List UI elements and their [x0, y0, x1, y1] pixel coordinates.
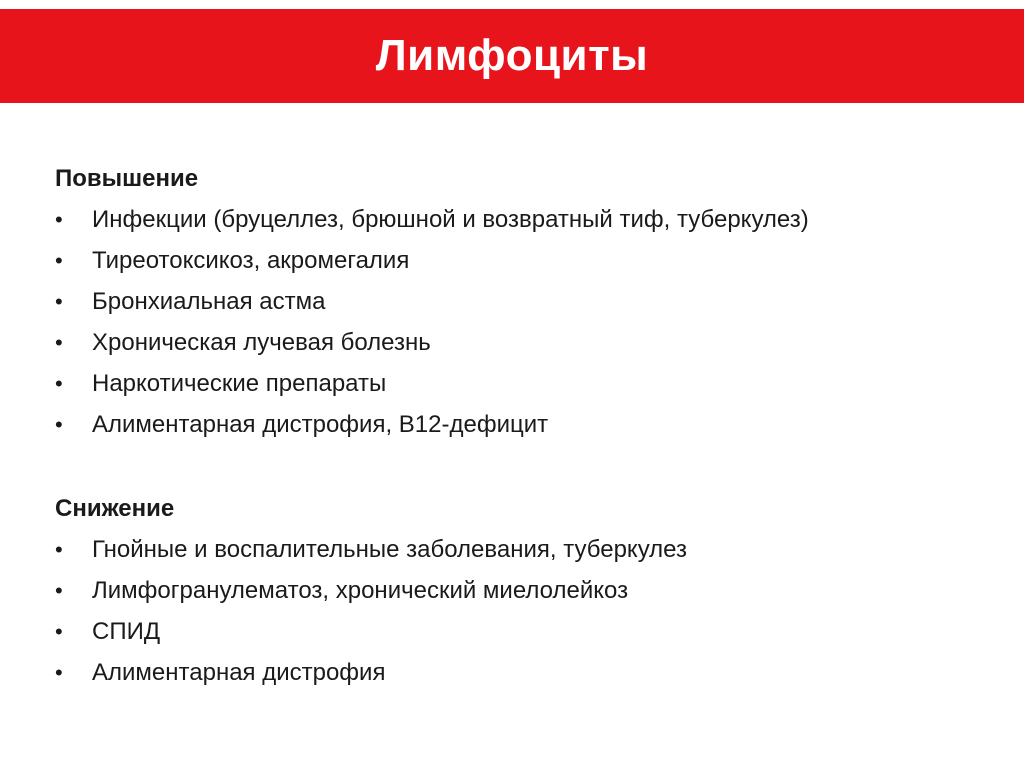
bullet-icon: • — [55, 619, 63, 644]
section-decrease — [55, 494, 687, 699]
list-item-text: Лимфогранулематоз, хронический миелолейкоз — [92, 577, 629, 604]
list-item-text: Хроническая лучевая болезнь — [92, 329, 431, 356]
bullet-icon: • — [55, 289, 63, 314]
list-item — [55, 658, 386, 699]
list-item — [55, 369, 387, 410]
section-heading-increase: Повышение — [55, 165, 199, 192]
decrease-list — [55, 535, 687, 699]
list-item — [55, 535, 687, 576]
list-item-text: СПИД — [92, 618, 161, 645]
list-item-text: Бронхиальная астма — [92, 288, 326, 315]
bullet-icon: • — [55, 248, 63, 273]
bullet-icon: • — [55, 330, 63, 355]
list-item — [55, 576, 629, 617]
bullet-icon: • — [55, 537, 63, 562]
bullet-icon: • — [55, 412, 63, 437]
list-item-text: Алиментарная дистрофия — [92, 659, 386, 686]
list-item-text: Алиментарная дистрофия, В12-дефицит — [92, 411, 549, 438]
list-item — [55, 205, 809, 246]
bullet-icon: • — [55, 660, 63, 685]
bullet-icon: • — [55, 371, 63, 396]
title-bar — [0, 9, 1024, 103]
list-item — [55, 328, 431, 369]
list-item — [55, 410, 549, 451]
bullet-icon: • — [55, 578, 63, 603]
list-item — [55, 617, 174, 658]
section-heading-decrease: Снижение — [55, 495, 175, 522]
list-item — [55, 246, 410, 287]
list-item-text: Гнойные и воспалительные заболевания, туберкулез — [92, 536, 687, 563]
slide-title: Лимфоциты — [375, 31, 649, 80]
bullet-icon: • — [55, 207, 63, 232]
list-item-text: Наркотические препараты — [92, 370, 387, 397]
list-item — [55, 287, 326, 328]
list-item-text: Инфекции (бруцеллез, брюшной и возвратный тиф, туберкулез) — [92, 206, 809, 233]
section-increase — [55, 164, 809, 451]
increase-list — [55, 205, 809, 451]
list-item-text: Тиреотоксикоз, акромегалия — [92, 247, 410, 274]
